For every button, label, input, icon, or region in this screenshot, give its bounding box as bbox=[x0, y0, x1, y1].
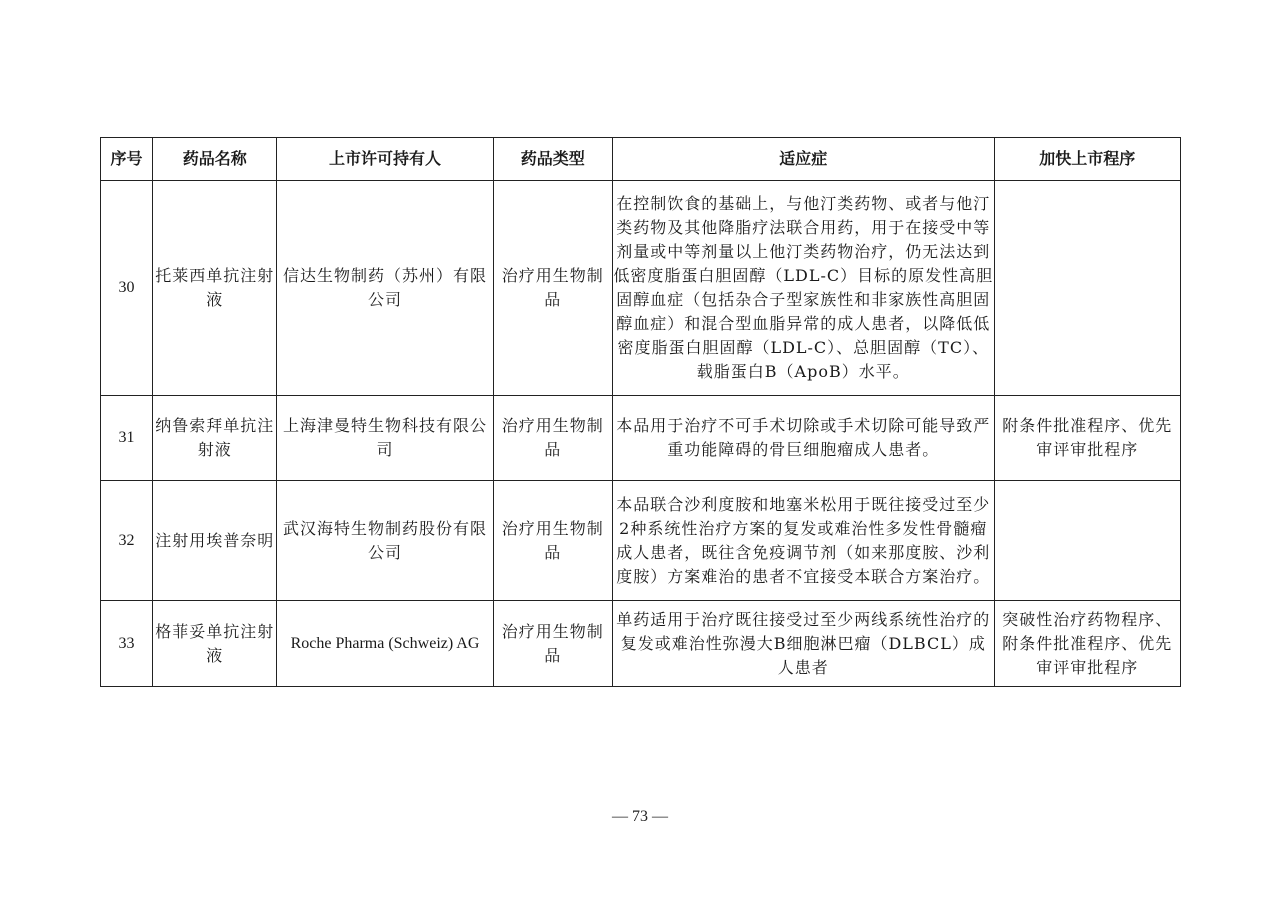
header-indication: 适应症 bbox=[612, 138, 994, 181]
row-number: 30 bbox=[101, 181, 153, 396]
drug-approval-table bbox=[100, 137, 1181, 687]
header-holder: 上市许可持有人 bbox=[277, 138, 493, 181]
header-drug-type: 药品类型 bbox=[493, 138, 612, 181]
page-number: — 73 — bbox=[612, 808, 668, 825]
header-no: 序号 bbox=[101, 138, 153, 181]
marketing-holder: 武汉海特生物制药股份有限公司 bbox=[277, 481, 493, 601]
row-number: 33 bbox=[101, 601, 153, 687]
table-row bbox=[101, 601, 1181, 687]
row-number: 32 bbox=[101, 481, 153, 601]
drug-type: 治疗用生物制品 bbox=[493, 481, 612, 601]
accelerated-procedure: 突破性治疗药物程序、附条件批准程序、优先审评审批程序 bbox=[994, 601, 1180, 687]
indication: 单药适用于治疗既往接受过至少两线系统性治疗的复发或难治性弥漫大B细胞淋巴瘤（DLBCL）成人患者 bbox=[612, 601, 994, 687]
table-row bbox=[101, 396, 1181, 481]
drug-name: 注射用埃普奈明 bbox=[153, 481, 277, 601]
drug-name: 托莱西单抗注射液 bbox=[153, 181, 277, 396]
drug-name: 纳鲁索拜单抗注射液 bbox=[153, 396, 277, 481]
table-row bbox=[101, 181, 1181, 396]
drug-type: 治疗用生物制品 bbox=[493, 181, 612, 396]
indication: 本品用于治疗不可手术切除或手术切除可能导致严重功能障碍的骨巨细胞瘤成人患者。 bbox=[612, 396, 994, 481]
drug-type: 治疗用生物制品 bbox=[493, 396, 612, 481]
header-row bbox=[101, 138, 1181, 181]
accelerated-procedure bbox=[994, 481, 1180, 601]
accelerated-procedure bbox=[994, 181, 1180, 396]
drug-name: 格菲妥单抗注射液 bbox=[153, 601, 277, 687]
row-number: 31 bbox=[101, 396, 153, 481]
marketing-holder: 上海津曼特生物科技有限公司 bbox=[277, 396, 493, 481]
table-row bbox=[101, 481, 1181, 601]
drug-type: 治疗用生物制品 bbox=[493, 601, 612, 687]
indication: 在控制饮食的基础上，与他汀类药物、或者与他汀类药物及其他降脂疗法联合用药，用于在接受中等剂量或中等剂量以上他汀类药物治疗，仍无法达到低密度脂蛋白胆固醇（LDL-C）目标的原发性高胆固醇血症（包括杂合子型家族性和非家族性高胆固醇血症）和混合型血脂异常的成人患者，以降低低密度脂蛋白胆固醇（LDL-C）、总胆固醇（TC）、载脂蛋白B（ApoB）水平。 bbox=[612, 181, 994, 396]
accelerated-procedure: 附条件批准程序、优先审评审批程序 bbox=[994, 396, 1180, 481]
table-body bbox=[101, 181, 1181, 687]
marketing-holder: 信达生物制药（苏州）有限公司 bbox=[277, 181, 493, 396]
marketing-holder: Roche Pharma (Schweiz) AG bbox=[277, 601, 493, 687]
indication: 本品联合沙利度胺和地塞米松用于既往接受过至少2种系统性治疗方案的复发或难治性多发性骨髓瘤成人患者，既往含免疫调节剂（如来那度胺、沙利度胺）方案难治的患者不宜接受本联合方案治疗。 bbox=[612, 481, 994, 601]
header-accelerated: 加快上市程序 bbox=[994, 138, 1180, 181]
table-header bbox=[101, 138, 1181, 181]
header-drug-name: 药品名称 bbox=[153, 138, 277, 181]
